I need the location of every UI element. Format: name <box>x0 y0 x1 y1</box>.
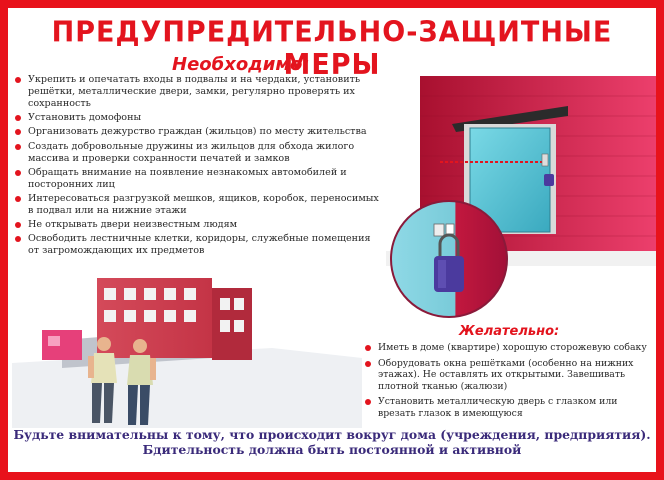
desirable-item: Оборудовать окна решётками (особенно на нижних этажах). Не оставлять их открытыми. Завешивать плотной тканью (жалюзи) <box>364 358 654 393</box>
necessary-item: Создать добровольные дружины из жильцов для обхода жилого массива и проверки сохранности печатей и замков <box>14 141 384 165</box>
necessary-item: Укрепить и опечатать входы в подвалы и на чердаки, установить решётки, металлические двери, замки, регулярно проверять их сохранность <box>14 74 384 110</box>
necessary-item: Обращать внимание на появление незнакомых автомобилей и посторонних лиц <box>14 167 384 191</box>
necessary-item: Интересоваться разгрузкой мешков, ящиков, коробок, переносимых в подвал или на нижние этажи <box>14 193 384 217</box>
lock-closeup-icon <box>388 198 510 320</box>
footer-text <box>8 427 656 457</box>
building-people-illustration <box>12 258 362 428</box>
poster-content <box>8 8 656 472</box>
footer-line-1: Будьте внимательны к тому, что происходит вокруг дома (учреждения, предприятия). <box>13 427 651 442</box>
necessary-item: Освободить лестничные клетки, коридоры, служебные помещения от загромождающих их предметов <box>14 233 384 257</box>
necessary-item: Организовать дежурство граждан (жильцов) по месту жительства <box>14 126 384 138</box>
desirable-item: Установить металлическую дверь с глазком или врезать глазок в имеющуюся <box>364 396 654 419</box>
footer-line-2: Бдительность должна быть постоянной и активной <box>142 442 522 457</box>
desirable-list <box>364 342 654 424</box>
necessary-heading: Необходимо: <box>172 54 310 75</box>
poster-title: ПРЕДУПРЕДИТЕЛЬНО-ЗАЩИТНЫЕ МЕРЫ <box>51 16 613 82</box>
desirable-item: Иметь в доме (квартире) хорошую сторожевую собаку <box>364 342 654 354</box>
necessary-item: Установить домофоны <box>14 112 384 124</box>
desirable-heading: Желательно: <box>459 324 560 339</box>
necessary-list <box>14 74 384 260</box>
necessary-item: Не открывать двери неизвестным людям <box>14 219 384 231</box>
